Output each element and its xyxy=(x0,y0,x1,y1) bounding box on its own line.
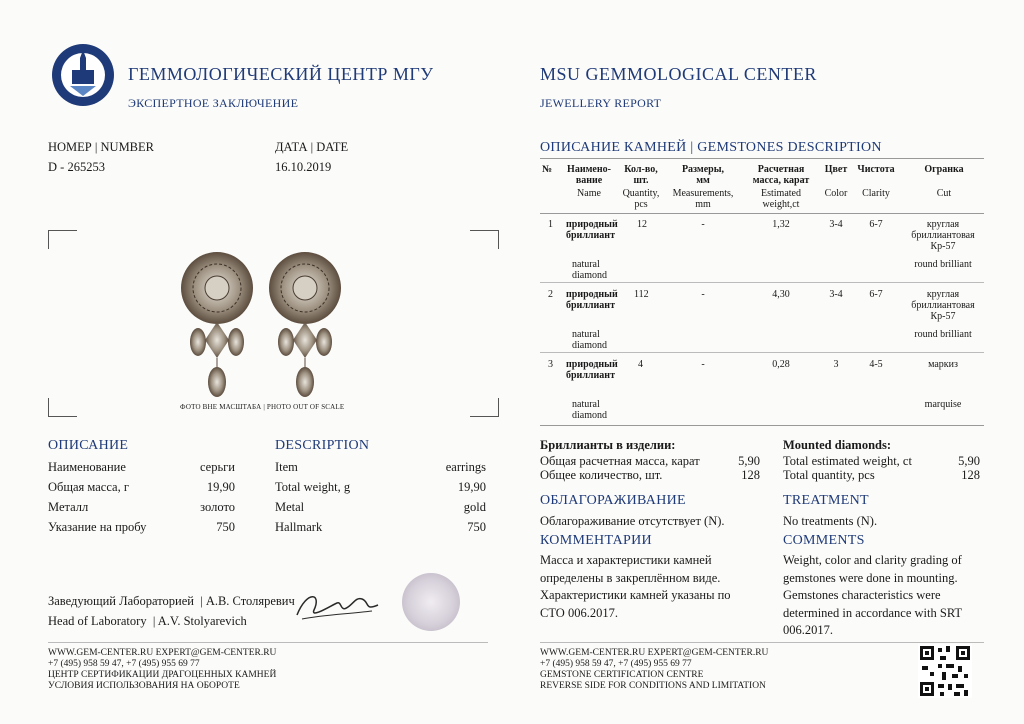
footer-left xyxy=(48,648,276,692)
description-heading-en: DESCRIPTION xyxy=(275,438,370,453)
signature-en: Head of Laboratory | A.V. Stolyarevich xyxy=(48,614,247,628)
desc-en-value: gold xyxy=(463,500,486,514)
row-size: - xyxy=(701,219,705,230)
row-cut-ru: круглая бриллиантовая Кр-57 xyxy=(911,289,975,322)
row-qty: 112 xyxy=(634,289,649,300)
mounted-weight-label-ru: Общая расчетная масса, карат xyxy=(540,454,700,468)
desc-en-label: Item xyxy=(275,460,298,474)
comments-heading-en: COMMENTS xyxy=(783,533,865,548)
mounted-qty-en: 128 xyxy=(961,468,980,482)
footer-rule-left xyxy=(48,642,488,643)
en-subtitle: JEWELLERY REPORT xyxy=(540,96,662,110)
date-label: ДАТА | DATE xyxy=(275,140,349,154)
signature-scribble xyxy=(292,585,382,630)
photo-frame-br xyxy=(470,398,499,417)
row-cut-ru: круглая бриллиантовая Кр-57 xyxy=(911,219,975,252)
mounted-qty-ru: 128 xyxy=(741,468,760,482)
right-earring xyxy=(269,252,341,397)
photo-frame-tr xyxy=(470,230,499,249)
gem-rule-header xyxy=(540,213,984,214)
ru-subtitle: ЭКСПЕРТНОЕ ЗАКЛЮЧЕНИЕ xyxy=(128,96,299,110)
report-number: D - 265253 xyxy=(48,160,105,174)
row-cut-en: marquise xyxy=(924,399,962,410)
earrings-photo xyxy=(160,250,360,410)
desc-en-label: Metal xyxy=(275,500,305,514)
row-no: 3 xyxy=(548,359,553,370)
row-no: 2 xyxy=(548,289,553,300)
col-clarity-en: Clarity xyxy=(862,188,890,199)
footer-right xyxy=(540,648,768,692)
row-weight: 4,30 xyxy=(772,289,790,300)
row-cut-en: round brilliant xyxy=(914,259,972,270)
col-name-ru: Наимено- вание xyxy=(567,164,611,186)
mounted-qty-label-en: Total quantity, pcs xyxy=(783,468,875,482)
footer-right-line: WWW.GEM-CENTER.RU EXPERT@GEM-CENTER.RU xyxy=(540,648,769,658)
treatment-text-en: No treatments (N). xyxy=(783,514,878,528)
report-date: 16.10.2019 xyxy=(275,160,332,174)
row-name-ru: природный бриллиант xyxy=(566,359,618,381)
row-color: 3-4 xyxy=(829,219,843,230)
photo-caption: ФОТО ВНЕ МАСШТАБА | PHOTO OUT OF SCALE xyxy=(180,403,345,411)
row-weight: 1,32 xyxy=(772,219,790,230)
row-color: 3-4 xyxy=(829,289,843,300)
col-color-ru: Цвет xyxy=(824,164,848,175)
row-weight: 0,28 xyxy=(772,359,790,370)
en-title: MSU GEMMOLOGICAL CENTER xyxy=(540,64,817,84)
row-name-ru: природный бриллиант xyxy=(566,289,618,311)
row-cut-en: round brilliant xyxy=(914,329,972,340)
hologram-seal xyxy=(402,573,460,631)
mounted-weight-ru: 5,90 xyxy=(738,454,760,468)
col-size-ru: Размеры, мм xyxy=(681,164,725,186)
footer-rule-right xyxy=(540,642,984,643)
row-name-en: natural diamond xyxy=(572,399,607,421)
signature-ru: Заведующий Лабораторией | А.В. Столяревич xyxy=(48,594,295,608)
footer-right-line: REVERSE SIDE FOR CONDITIONS AND LIMITATION xyxy=(540,681,766,691)
col-qty-en: Quantity, pcs xyxy=(622,188,660,210)
row-size: - xyxy=(701,289,705,300)
desc-en-value: 19,90 xyxy=(457,480,486,494)
desc-en-value: earrings xyxy=(445,460,486,474)
desc-ru-value: 19,90 xyxy=(206,480,235,494)
row-name-en: natural diamond xyxy=(572,329,607,351)
row-name-ru: природный бриллиант xyxy=(566,219,618,241)
footer-left-line: WWW.GEM-CENTER.RU EXPERT@GEM-CENTER.RU xyxy=(48,648,277,658)
mounted-weight-en: 5,90 xyxy=(958,454,980,468)
gem-rule-row xyxy=(540,352,984,353)
logo xyxy=(50,42,116,108)
footer-right-line: +7 (495) 958 59 47, +7 (495) 955 69 77 xyxy=(540,659,692,669)
mounted-weight-label-en: Total estimated weight, ct xyxy=(783,454,912,468)
mounted-heading-ru: Бриллианты в изделии: xyxy=(540,438,676,452)
footer-right-line: GEMSTONE CERTIFICATION CENTRE xyxy=(540,670,704,680)
desc-ru-label: Наименование xyxy=(48,460,126,474)
qr-code-icon xyxy=(918,644,972,698)
gemstones-heading: ОПИСАНИЕ КАМНЕЙ | GEMSTONES DESCRIPTION xyxy=(540,140,882,155)
col-no: № xyxy=(542,164,553,175)
gem-rule-row xyxy=(540,282,984,283)
col-size-en: Measurements, mm xyxy=(672,188,734,210)
footer-left-line: +7 (495) 958 59 47, +7 (495) 955 69 77 xyxy=(48,659,200,669)
desc-en-value: 750 xyxy=(467,520,486,534)
desc-ru-value: 750 xyxy=(216,520,235,534)
row-cut-ru: маркиз xyxy=(928,359,958,370)
desc-ru-label: Указание на пробу xyxy=(48,520,147,534)
row-qty: 12 xyxy=(637,219,647,230)
photo-frame-tl xyxy=(48,230,77,249)
mounted-qty-label-ru: Общее количество, шт. xyxy=(540,468,663,482)
col-name-en: Name xyxy=(577,188,601,199)
col-clarity-ru: Чистота xyxy=(857,164,895,175)
desc-en-label: Hallmark xyxy=(275,520,323,534)
row-no: 1 xyxy=(548,219,553,230)
comments-text-ru: Масса и характеристики камней определены в закреплённом виде. Характеристики камней указаны по СТО 006.2017. xyxy=(540,553,731,620)
gem-rule-bottom xyxy=(540,425,984,426)
footer-left-line: УСЛОВИЯ ИСПОЛЬЗОВАНИЯ НА ОБОРОТЕ xyxy=(48,681,240,691)
treatment-heading-ru: ОБЛАГОРАЖИВАНИЕ xyxy=(540,493,686,508)
desc-ru-value: золото xyxy=(200,500,235,514)
desc-ru-label: Металл xyxy=(48,500,89,514)
col-weight-en: Estimated weight,ct xyxy=(761,188,801,210)
row-name-en: natural diamond xyxy=(572,259,607,281)
description-heading-ru: ОПИСАНИЕ xyxy=(48,438,129,453)
mounted-heading-en: Mounted diamonds: xyxy=(783,438,892,452)
col-cut-ru: Огранка xyxy=(924,164,964,175)
col-cut-en: Cut xyxy=(936,188,952,199)
treatment-heading-en: TREATMENT xyxy=(783,493,869,508)
desc-ru-label: Общая масса, г xyxy=(48,480,129,494)
col-weight-ru: Расчетная масса, карат xyxy=(752,164,810,186)
gem-rule-top xyxy=(540,158,984,159)
row-color: 3 xyxy=(833,359,839,370)
col-color-en: Color xyxy=(824,188,848,199)
row-clarity: 4-5 xyxy=(869,359,883,370)
treatment-text-ru: Облагораживание отсутствует (N). xyxy=(540,514,725,528)
photo-frame-bl xyxy=(48,398,77,417)
ru-title: ГЕММОЛОГИЧЕСКИЙ ЦЕНТР МГУ xyxy=(128,64,434,84)
row-clarity: 6-7 xyxy=(869,289,883,300)
comments-heading-ru: КОММЕНТАРИИ xyxy=(540,533,652,548)
comments-text-en: Weight, color and clarity grading of gemstones were done in mounting. Gemstones characteristics were determined in accordance with SRT 006.2017. xyxy=(783,553,962,637)
desc-ru-value: серьги xyxy=(199,460,235,474)
row-size: - xyxy=(701,359,705,370)
number-label: НОМЕР | NUMBER xyxy=(48,140,154,154)
col-qty-ru: Кол-во, шт. xyxy=(624,164,658,186)
row-clarity: 6-7 xyxy=(869,219,883,230)
left-earring xyxy=(181,252,253,397)
desc-en-label: Total weight, g xyxy=(275,480,351,494)
footer-left-line: ЦЕНТР СЕРТИФИКАЦИИ ДРАГОЦЕННЫХ КАМНЕЙ xyxy=(48,670,277,680)
row-qty: 4 xyxy=(638,359,643,370)
